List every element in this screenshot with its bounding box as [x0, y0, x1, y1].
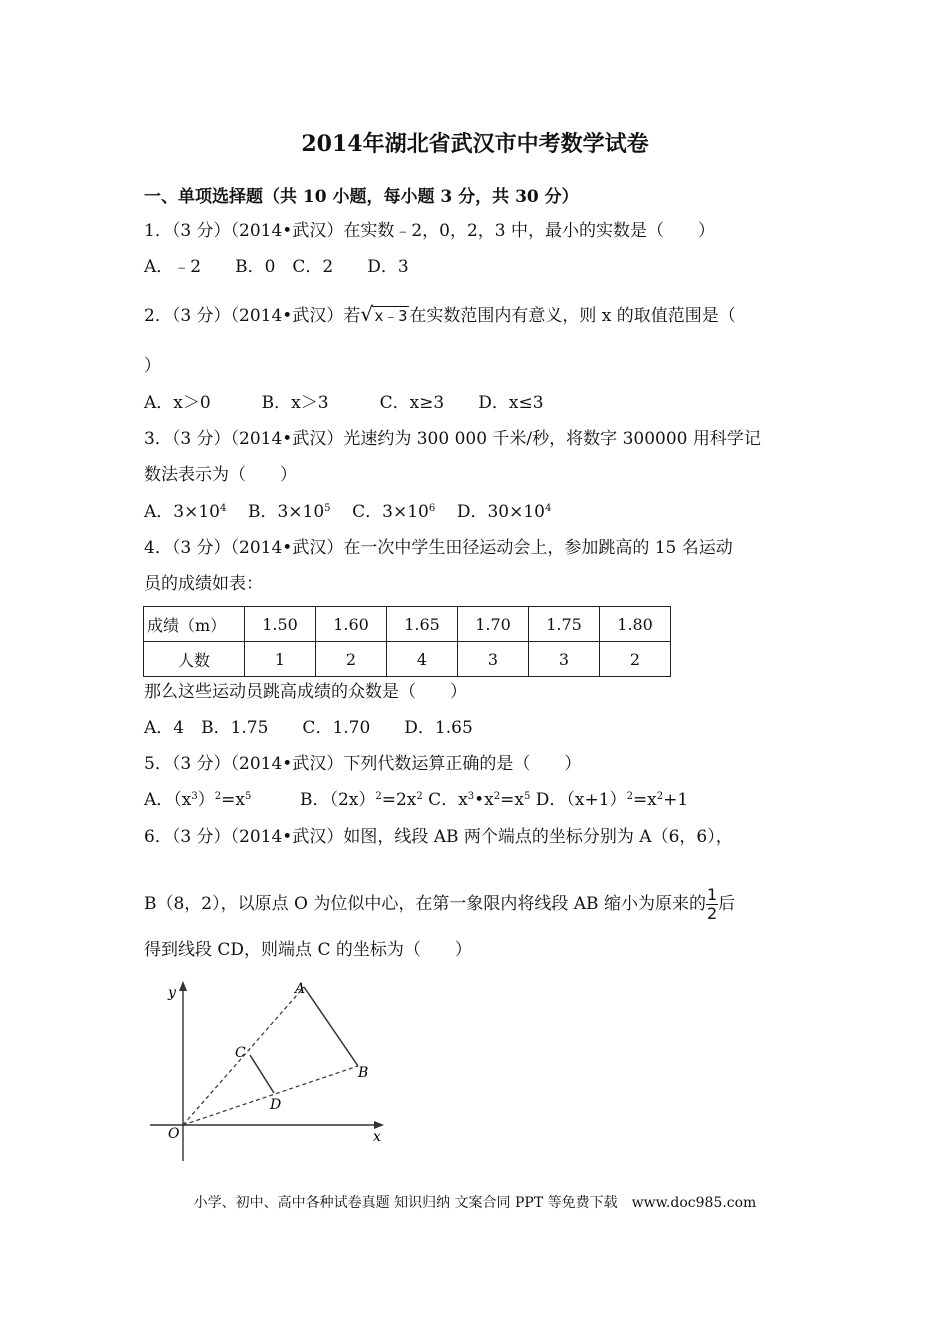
question-6-text-end: 后 [718, 894, 736, 914]
score-table [143, 606, 671, 677]
coordinate-figure [140, 975, 400, 1170]
question-2-cont: ） [144, 356, 161, 376]
x-axis-arrow [374, 1121, 384, 1129]
question-5-stem: 5．（3 分）（2014•武汉）下列代数运算正确的是（ ） [144, 754, 582, 774]
option-c: C．$3\times 10^6$ [352, 502, 436, 522]
table-cell: 成绩（m） [144, 607, 245, 642]
radicand: x﹣3 [374, 307, 408, 325]
table-cell: 2 [316, 642, 387, 677]
ray-ob [183, 1066, 358, 1125]
question-6-stem-line3: 得到线段 CD，则端点 C 的坐标为（ ） [144, 940, 472, 960]
label-d: D [270, 1097, 282, 1113]
table-cell: 人数 [144, 642, 245, 677]
question-1-stem: 1．（3 分）（2014•武汉）在实数﹣2，0，2，3 中，最小的实数是（ ） [144, 221, 715, 241]
option-d: D．$30\times 10^4$ [456, 502, 552, 522]
question-3-stem-line2: 数法表示为（ ） [144, 465, 297, 485]
table-row [144, 642, 671, 677]
question-6-stem-line1: 6．（3 分）（2014•武汉）如图，线段 AB 两个端点的坐标分别为 A（6，6）， [144, 827, 733, 847]
table-cell: 1.50 [245, 607, 316, 642]
question-2-prefix: 2．（3 分）（2014•武汉）若 [144, 306, 361, 326]
page-footer: 小学、初中、高中各种试卷真题 知识归纳 文案合同 PPT 等免费下载 www.doc985.com [193, 1195, 757, 1211]
question-4-stem-line1: 4．（3 分）（2014•武汉）在一次中学生田径运动会上，参加跳高的 15 名运动 [144, 538, 733, 558]
fraction-one-half: $\frac{1}{2}$ [706, 885, 718, 923]
question-2-options: A．x＞0 B．x＞3 C．x≥3 D．x≤3 [144, 393, 544, 413]
question-2-suffix: 在实数范围内有意义，则 x 的取值范围是（ [409, 306, 736, 326]
table-cell: 4 [387, 642, 458, 677]
table-cell: 3 [529, 642, 600, 677]
label-b: B [358, 1065, 369, 1081]
question-4-stem-line2: 员的成绩如表： [144, 574, 263, 594]
label-o: O [168, 1126, 180, 1142]
section-heading: 一、单项选择题（共 10 小题，每小题 3 分，共 30 分） [144, 187, 579, 207]
question-6-text: B（8，2），以原点 O 为位似中心，在第一象限内将线段 AB 缩小为原来的 [144, 894, 706, 914]
label-x: x [373, 1129, 381, 1145]
question-3-options [144, 500, 551, 524]
table-row [144, 607, 671, 642]
question-4-options: A．4 B．1.75 C．1.70 D．1.65 [144, 718, 473, 738]
question-1-options: A．﹣2 B．0 C．2 D．3 [144, 257, 409, 277]
label-a: A [295, 981, 306, 997]
label-y: y [168, 985, 176, 1001]
table-cell: 1.75 [529, 607, 600, 642]
question-4-after: 那么这些运动员跳高成绩的众数是（ ） [144, 682, 467, 702]
table-cell: 1.65 [387, 607, 458, 642]
question-2-stem [144, 304, 736, 328]
page-title: 2014年湖北省武汉市中考数学试卷 [301, 131, 649, 157]
question-6-stem-line2 [144, 886, 735, 923]
y-axis-arrow [179, 981, 187, 991]
option-b: B．$3\times 10^5$ [247, 502, 331, 522]
table-cell: 1.60 [316, 607, 387, 642]
table-cell: 3 [458, 642, 529, 677]
table-cell: 1.80 [600, 607, 671, 642]
segment-ab [304, 987, 358, 1066]
option-a: A．$3\times 10^4$ [144, 502, 227, 522]
table-cell: 1 [245, 642, 316, 677]
table-cell: 2 [600, 642, 671, 677]
question-3-stem-line1: 3．（3 分）（2014•武汉）光速约为 300 000 千米/秒，将数字 300000 用科学记 [144, 429, 761, 449]
label-c: C [235, 1045, 246, 1061]
segment-cd [250, 1055, 274, 1093]
question-5-options: A．$(x^3)^2=x^5$ B．$(2x)^2=2x^2$ C．$x^3•x^2=x^5$ D．$(x+1)^2=x^2+1$ [144, 790, 689, 810]
table-cell: 1.70 [458, 607, 529, 642]
square-root: √ x﹣3 [360, 302, 408, 326]
